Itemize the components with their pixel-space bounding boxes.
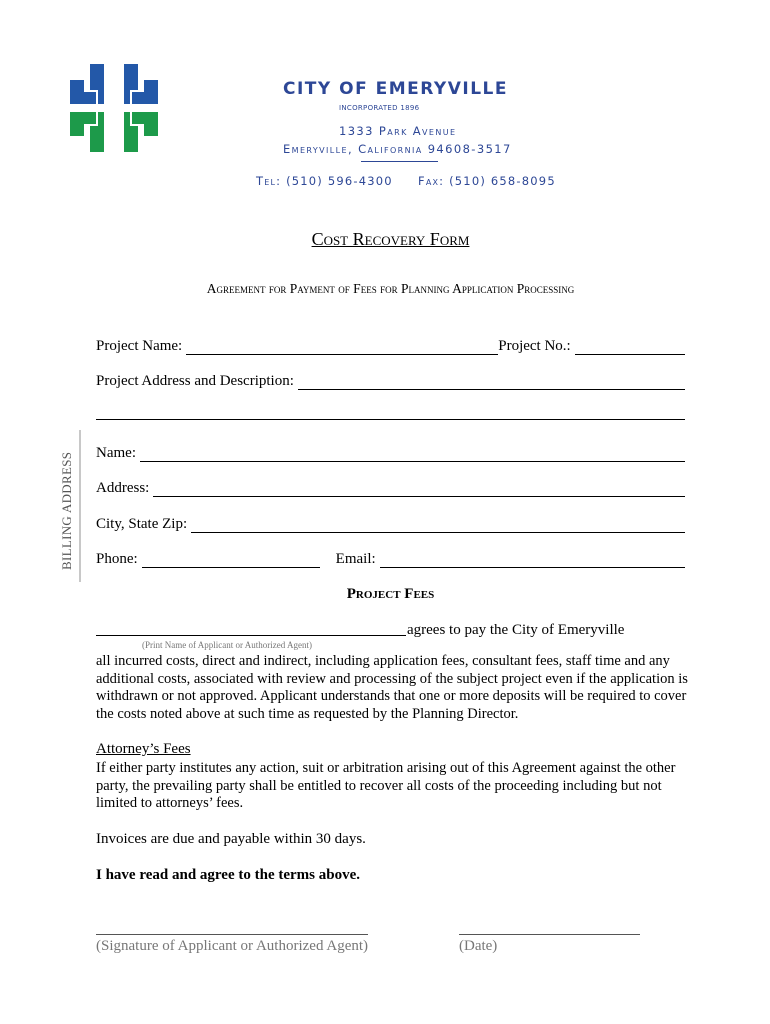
fees-paragraph: all incurred costs, direct and indirect, including application fees, consultant fees, staff time and any additional costs, associated with review and processing of the subject project even if the application is withdrawn or not approved. Applicant understands that one or more deposits will be required to cover the costs noted above at such time as requested by the Planning Director. — [96, 653, 688, 722]
project-name-row — [96, 333, 685, 355]
date-caption: (Date) — [459, 938, 498, 954]
street-address: 1333 Park Avenue — [339, 124, 457, 138]
form-title: Cost Recovery Form — [311, 229, 470, 249]
attorney-fees-heading: Attorney’s Fees — [96, 741, 191, 757]
project-address-field[interactable] — [298, 373, 685, 390]
project-fees-heading: Project Fees — [346, 586, 435, 602]
billing-email-label: Email: — [335, 551, 376, 567]
phone-number: Tel: (510) 596-4300 — [256, 174, 393, 188]
applicant-print-name-field[interactable] — [96, 635, 406, 636]
logo-arrows — [70, 64, 158, 152]
billing-name-field[interactable] — [140, 445, 685, 462]
date-field[interactable] — [459, 934, 640, 935]
agreement-confirmation: I have read and agree to the terms above. — [96, 867, 360, 883]
billing-phone-label: Phone: — [96, 551, 138, 567]
project-number-field[interactable] — [575, 338, 685, 355]
project-number-label: Project No.: — [498, 338, 571, 354]
billing-address-label: BILLING ADDRESS — [59, 451, 74, 570]
project-name-label: Project Name: — [96, 338, 183, 354]
project-address-label: Project Address and Description: — [96, 373, 294, 389]
billing-city-row — [96, 511, 685, 533]
billing-city-label: City, State Zip: — [96, 516, 188, 532]
project-description-field[interactable] — [96, 419, 685, 420]
form-subtitle: Agreement for Payment of Fees for Planning Application Processing — [206, 281, 575, 296]
agrees-text: agrees to pay the City of Emeryville — [407, 622, 625, 638]
city-name: CITY OF EMERYVILLE — [283, 79, 508, 99]
billing-address-field-label: Address: — [96, 480, 150, 496]
fax-number: Fax: (510) 658-8095 — [418, 174, 556, 188]
billing-email-field[interactable] — [380, 551, 685, 568]
city-state-zip: Emeryville, California 94608-3517 — [283, 142, 512, 156]
print-name-hint: (Print Name of Applicant or Authorized Agent) — [142, 640, 312, 650]
project-address-row — [96, 368, 685, 390]
billing-contact-row — [96, 546, 685, 568]
billing-address-field[interactable] — [153, 480, 685, 497]
billing-city-field[interactable] — [191, 516, 685, 533]
attorney-fees-paragraph: If either party institutes any action, suit or arbitration arising out of this Agreement against the other party, the prevailing party shall be entitled to recover all costs of the proceeding including but not limited to attorneys’ fees. — [96, 760, 676, 812]
billing-name-row — [96, 440, 685, 462]
incorporated-note: INCORPORATED 1896 — [339, 104, 420, 112]
signature-field[interactable] — [96, 934, 368, 935]
project-name-field[interactable] — [186, 338, 498, 355]
city-logo — [66, 60, 162, 156]
billing-bracket — [79, 430, 81, 582]
signature-caption: (Signature of Applicant or Authorized Agent) — [96, 938, 369, 954]
letterhead-divider — [361, 161, 438, 162]
invoices-note: Invoices are due and payable within 30 days. — [96, 831, 366, 847]
billing-address-row — [96, 475, 685, 497]
billing-name-label: Name: — [96, 445, 136, 461]
billing-phone-field[interactable] — [142, 551, 320, 568]
